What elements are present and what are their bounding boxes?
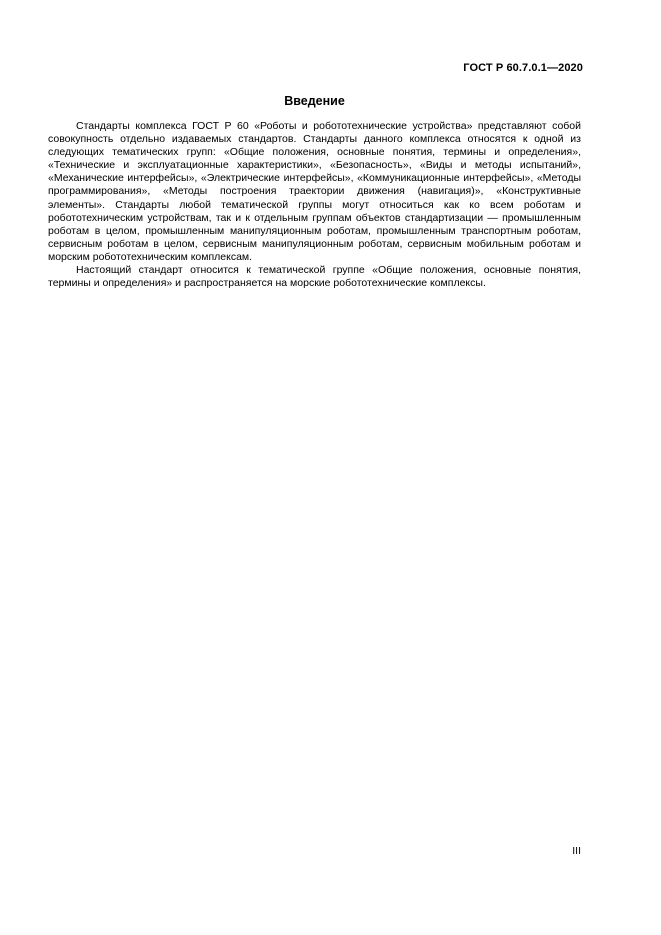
paragraph-2: Настоящий стандарт относится к тематической группе «Общие положения, основные понятия, термины и определения» и распространяется на морские робототехнические комплексы. <box>48 264 581 290</box>
body-text <box>48 120 581 290</box>
page-number: III <box>572 845 581 857</box>
standard-code-header: ГОСТ Р 60.7.0.1—2020 <box>463 62 583 74</box>
section-title: Введение <box>284 94 345 108</box>
paragraph-1: Стандарты комплекса ГОСТ Р 60 «Роботы и робототехнические устройства» представляют собой совокупность отдельно издаваемых стандартов. Стандарты данного комплекса относятся к одной из следующих тематических групп: «Общие положения, основные понятия, термины и определения», «Технические и эксплуатационные характеристики», «Безопасность», «Виды и методы испытаний», «Механические интерфейсы», «Электрические интерфейсы», «Коммуникационные интерфейсы», «Методы программирования», «Методы построения траектории движения (навигация)», «Конструктивные элементы». Стандарты любой тематической группы могут относиться как ко всем роботам и робототехническим устройствам, так и к отдельным группам объектов стандартизации — промышленным роботам в целом, промышленным манипуляционным роботам, промышленным транспортным роботам, сервисным роботам в целом, сервисным манипуляционным роботам, сервисным мобильным роботам и морским робототехническим комплексам. <box>48 120 581 263</box>
